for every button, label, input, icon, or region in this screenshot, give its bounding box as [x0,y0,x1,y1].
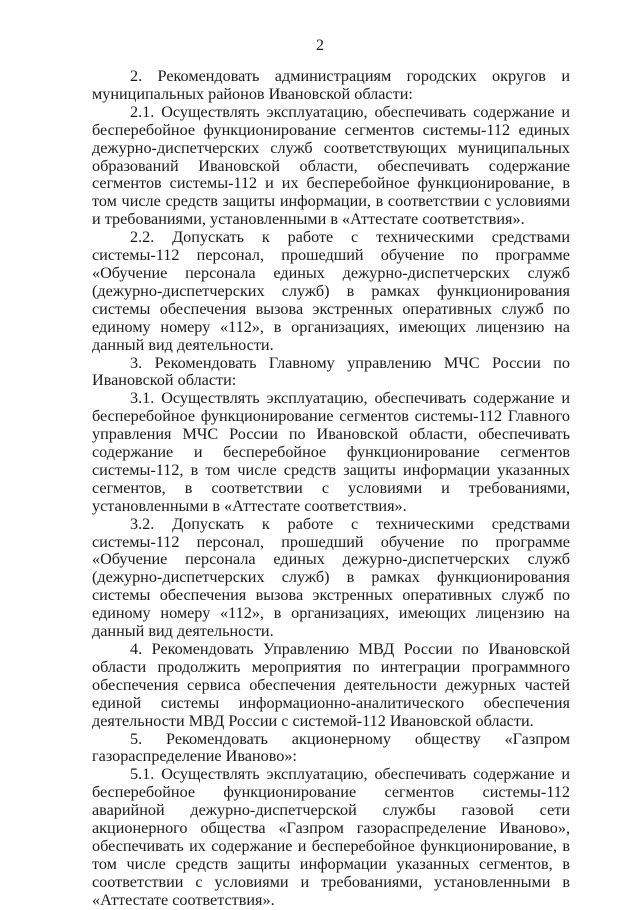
paragraph-2-2: 2.2. Допускать к работе с техническими средствами системы-112 персонал, прошедший обучение по программе «Обучение персонала единых дежурно-диспетчерских служб (дежурно-диспетчерских служб) в рамках функционирования системы обеспечения вызова экстренных оперативных служб по единому номеру «112», в организациях, имеющих лицензию на данный вид деятельности. [92,228,570,354]
paragraph-5: 5. Рекомендовать акционерному обществу «Газпром газораспределение Иваново»: [92,729,570,766]
document-body [92,68,570,910]
paragraph-4: 4. Рекомендовать Управлению МВД России по Ивановской области продолжить мероприятия по интеграции программного обеспечения сервиса обеспечения деятельности дежурных частей единой системы информационно-аналитического обеспечения деятельности МВД России с системой-112 Ивановской области. [92,640,570,730]
paragraph-3: 3. Рекомендовать Главному управлению МЧС России по Ивановской области: [92,353,570,390]
paragraph-3-2: 3.2. Допускать к работе с техническими средствами системы-112 персонал, прошедший обучение по программе «Обучение персонала единых дежурно-диспетчерских служб (дежурно-диспетчерских служб) в рамках функционирования системы обеспечения вызова экстренных оперативных служб по единому номеру «112», в организациях, имеющих лицензию на данный вид деятельности. [92,514,570,641]
page-number: 2 [316,37,324,54]
paragraph-3-1: 3.1. Осуществлять эксплуатацию, обеспечивать содержание и бесперебойное функционирование сегментов системы-112 Главного управления МЧС России по Ивановской области, обеспечивать содержание и бесперебойное функционирование сегментов системы-112, в том числе средств защиты информации указанных сегментов, в соответствии с условиями и требованиями, установленными в «Аттестате соответствия». [92,389,570,515]
paragraph-5-1: 5.1. Осуществлять эксплуатацию, обеспечивать содержание и бесперебойное функционирование сегментов системы-112 аварийной дежурно-диспетчерской службы газовой сети акционерного общества «Газпром газораспределение Иваново», обеспечивать их содержание и бесперебойное функционирование, в том числе средств защиты информации указанных сегментов, в соответствии с условиями и требованиями, установленными в «Аттестате соответствия». [92,765,570,909]
paragraph-2: 2. Рекомендовать администрациям городских округов и муниципальных районов Ивановской области: [92,67,570,103]
paragraph-2-1: 2.1. Осуществлять эксплуатацию, обеспечивать содержание и бесперебойное функционирование сегментов системы-112 единых дежурно-диспетчерских служб соответствующих муниципальных образований Ивановской области, обеспечивать содержание сегментов системы-112 и их бесперебойное функционирование, в том числе средств защиты информации, в соответствии с условиями и требованиями, установленными в «Аттестате соответствия». [92,102,570,229]
